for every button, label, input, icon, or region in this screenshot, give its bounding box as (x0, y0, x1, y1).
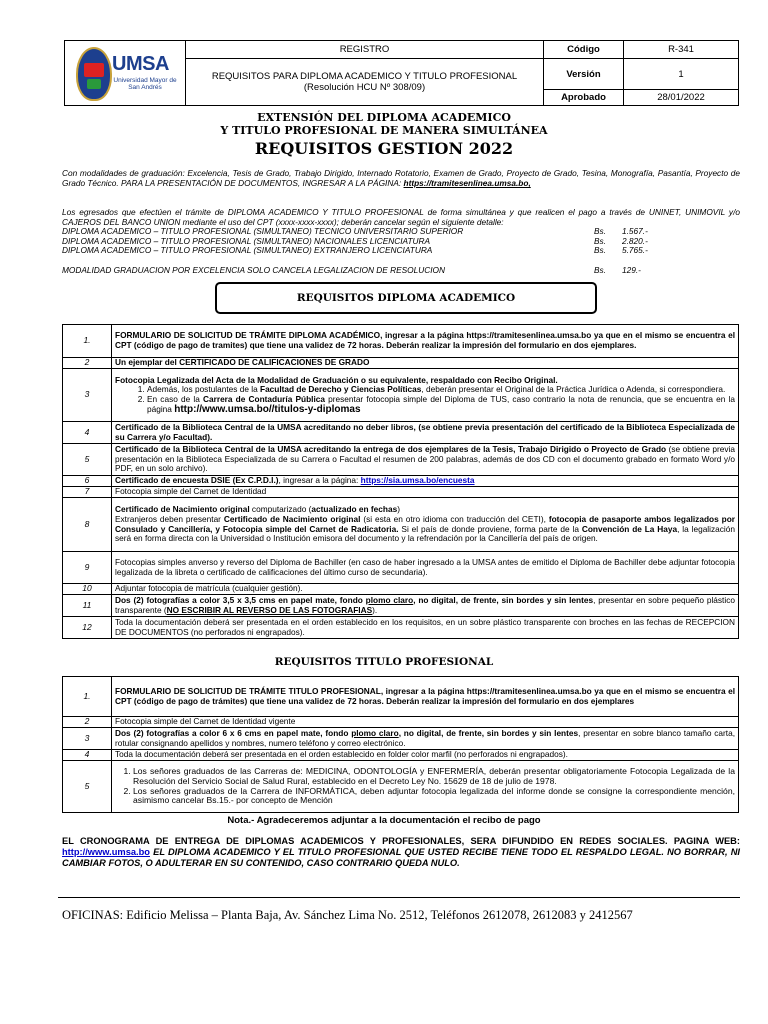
umsa-web-link[interactable]: http://www.umsa.bo (62, 847, 150, 857)
row-content (112, 498, 739, 552)
payment-text: Los egresados que efectúen el trámite de DIPLOMA ACADEMICO Y TITULO PROFESIONAL de forma simultánea y que realicen el pago a través de UNINET, UNIMOVIL y/o CAJEROS DEL BANCO UNION mediante el uso del CPT (xxxx-xxxx-xxxx); deberán cancelar según el siguiente detalle: (62, 207, 740, 227)
cronograma-paragraph (62, 836, 740, 869)
list-item: 1. Los señores graduados de las Carreras de: MEDICINA, ODONTOLOGÍA y ENFERMERÍA, deberán presentar obligatoriamente Fotocopia Legalizada de la Resolución del Servicio Social de Salud Rural, establecido en el Decreto Ley No. 15629 de 18 de julio de 1978. (133, 767, 735, 787)
titulo-requirements-table (62, 676, 739, 813)
row-number: 12 (63, 617, 112, 639)
table-row (63, 728, 739, 750)
row-content: Fotocopias simples anverso y reverso del Diploma de Bachiller (en caso de haber ingresado a la UMSA antes de emitido el Diploma de Bachiller debe adjuntar fotocopia legalizada de la libreta o certificado de calificaciones del último curso de secundaria). (112, 552, 739, 584)
r8-text-3: Extranjeros deben presentar (115, 513, 224, 524)
intro-url-link[interactable]: https://tramitesenlinea.umsa.bo, (403, 178, 531, 188)
r8-bold-4: fotocopia de pasaporte ambos legalizados por Consulado y Cancillería, y Fotocopia simple del Carnet de Radicatoria. (115, 513, 735, 534)
table-row (63, 422, 739, 444)
version-value: 1 (624, 59, 739, 90)
t3-bold-2: , no digital, de frente, sin bordes y sin lentes (398, 727, 579, 738)
row-number: 3 (63, 369, 112, 422)
r11-text: , presentar en sobre pequeño plástico transparente ( (115, 594, 735, 615)
university-seal-icon (76, 47, 112, 101)
table-row (63, 677, 739, 717)
intro-paragraph (62, 168, 740, 188)
nota-text: Nota.- Agradeceremos adjuntar a la documentación el recibo de pago (227, 815, 541, 826)
row-content: FORMULARIO DE SOLICITUD DE TRÁMITE DIPLOMA ACADÉMICO, ingresar a la página https://tramitesenlinea.umsa.bo ya que en el mismo se encuentra el CPT (código de pago de tramites) que tiene una validez de 72 horas. Deberán realizar la impresión del formulario en dos ejemplares. (112, 325, 739, 358)
row-number: 2 (63, 358, 112, 369)
list-item: 2. Los señores graduados de la Carrera de INFORMÁTICA, deben adjuntar fotocopia legalizada del informe donde se consigne la correspondiente mención, asimismo cancelar Bs.15.- por concepto de Mención (133, 787, 735, 807)
row-number: 6 (63, 476, 112, 487)
version-label: Versión (544, 59, 624, 90)
list-item (147, 395, 735, 414)
umsa-logo (70, 43, 180, 103)
fee-label: DIPLOMA ACADEMICO – TITULO PROFESIONAL (SIMULTANEO) TECNICO UNIVERSITARIO SUPERIOR (62, 226, 464, 237)
row-content: FORMULARIO DE SOLICITUD DE TRÁMITE TITULO PROFESIONAL, ingresar a la página https://tramitesenlinea.umsa.bo ya que en el mismo se encuentra el CPT (código de pago de trámites) que tiene una validez de 72 horas. Deberán realizar la impresión del formulario en dos ejemplares (112, 677, 739, 717)
title-line-2: Y TITULO PROFESIONAL DE MANERA SIMULTÁNEA (220, 124, 548, 137)
diploma-section-title: REQUISITOS DIPLOMA ACADEMICO (215, 282, 597, 314)
row-number: 1. (63, 325, 112, 358)
row-content: Adjuntar fotocopia de matrícula (cualquier gestión). (112, 584, 739, 595)
document-header (64, 40, 739, 106)
t3-bold: Dos (2) fotografías a color 6 x 6 cms en papel mate, fondo (115, 727, 352, 738)
fee-currency: Bs. (594, 226, 606, 237)
table-row (63, 487, 739, 498)
fee-amount: 5.765.- (622, 245, 648, 256)
row-content: Un ejemplar del CERTIFICADO DE CALIFICACIONES DE GRADO (112, 358, 739, 369)
fee-amount: 1.567.- (622, 226, 648, 237)
document-title: REQUISITOS PARA DIPLOMA ACADEMICO Y TITULO PROFESIONAL (Resolución HCU Nº 308/09) (186, 59, 544, 106)
r8-bold: Certificado de Nacimiento original (115, 504, 250, 515)
codigo-value: R-341 (624, 41, 739, 59)
aprobado-value: 28/01/2022 (624, 90, 739, 106)
row-number: 9 (63, 552, 112, 584)
r8-text-6: , la legalización será en forma directa con la Universidad o Institución emisora del documento y la refrendación por la Cancillería del país de origen. (115, 523, 735, 544)
excelencia-row (62, 266, 740, 276)
row-number: 5 (63, 761, 112, 813)
r3-i2-text: En caso de la (147, 394, 203, 404)
fee-currency: Bs. (594, 245, 606, 256)
r3-i2-bold: Carrera de Contaduría Pública (203, 394, 325, 404)
cronograma-text: EL CRONOGRAMA DE ENTREGA DE DIPLOMAS ACADEMICOS Y PROFESIONALES, SERA DIFUNDIDO EN REDES SOCIALES. PAGINA WEB: (62, 836, 740, 846)
t3-underline: plomo claro (351, 727, 399, 738)
row-number: 5 (63, 444, 112, 476)
row-number: 2 (63, 717, 112, 728)
fee-label: DIPLOMA ACADEMICO – TITULO PROFESIONAL (SIMULTANEO) EXTRANJERO LICENCIATURA (62, 245, 433, 256)
row-content (112, 444, 739, 476)
table-row (63, 369, 739, 422)
r8-bold-5: Convención de La Haya (581, 523, 678, 534)
excelencia-label: MODALIDAD GRADUACION POR EXCELENCIA SOLO CANCELA LEGALIZACION DE RESOLUCION (62, 264, 445, 275)
r8-text-5: Si el país de donde proviene, forma parte de la (398, 523, 582, 534)
table-row (63, 617, 739, 639)
row-content (112, 728, 739, 750)
r8-text: computarizado ( (249, 504, 312, 515)
table-row (63, 595, 739, 617)
logo-cell (65, 41, 186, 106)
table-row (63, 552, 739, 584)
aprobado-label: Aprobado (544, 90, 624, 106)
footer-address: OFICINAS: Edificio Melissa – Planta Baja, Av. Sánchez Lima No. 2512, Teléfonos 2612078, 2612083 y 2412567 (62, 908, 633, 922)
r11-underline: plomo claro (365, 594, 414, 605)
r8-text-2: ) (397, 504, 400, 515)
excelencia-amount: 129.- (622, 264, 641, 275)
table-row (63, 444, 739, 476)
r3-i2-mid: presentar fotocopia simple del Diploma de TUS, caso contrario la nota de renuncia, que se encuentra en la página (147, 394, 735, 414)
row-content: Toda la documentación deberá ser presentada en el orden establecido en folder color marfil (no perforados ni engrapados). (112, 750, 739, 761)
row-number: 10 (63, 584, 112, 595)
logo-subtitle: Universidad Mayor de San Andrés (113, 77, 177, 91)
codigo-label: Código (544, 41, 624, 59)
intro-text: Con modalidades de graduación: Excelencia, Tesis de Grado, Trabajo Dirigido, Internado Rotatorio, Examen de Grado, Proyecto de Grado, Tesina, Monografía, Pasantía, Proyecto de Grado Técnico. PARA LA PRESENTACIÓN DE DOCUMENTOS, INGRESAR A LA PÁGINA: (62, 168, 740, 188)
row-number: 8 (63, 498, 112, 552)
r6-text: , ingresar a la página: (278, 475, 361, 486)
logo-text: UMSA (112, 53, 169, 75)
r3-i1-bold: Facultad de Derecho y Ciencias Políticas (260, 384, 422, 395)
row-number: 3 (63, 728, 112, 750)
title-line-3: REQUISITOS GESTION 2022 (254, 139, 514, 158)
table-row (63, 476, 739, 487)
titulo-section-title: REQUISITOS TITULO PROFESIONAL (274, 656, 494, 668)
r3-text: Fotocopia Legalizada del Acta de la Modalidad de Graduación o su equivalente, respaldado con Recibo Original. (115, 374, 558, 385)
r5-text: (se obtiene previa presentación en la Biblioteca Especializada de su Carrera o Facultad el resumen de 200 palabras, además de dos CD con el documento grabado en formato Word y/o PDF, en un solo archivo). (115, 444, 735, 474)
r8-bold-2: actualizado en fechas (311, 504, 398, 515)
row-number: 4 (63, 422, 112, 444)
r11-bold: Dos (2) fotografías a color 3,5 x 3,5 cms en papel mate, fondo (115, 594, 366, 605)
row-content: Certificado de la Biblioteca Central de la UMSA acreditando no deber libros, (se obtiene previa presentación del certificado de la Biblioteca Especializada de su Carrera y/o Facultad). (112, 422, 739, 444)
title-line-1: EXTENSIÓN DEL DIPLOMA ACADEMICO (257, 111, 511, 124)
fee-currency: Bs. (594, 235, 606, 246)
r11-end: ). (372, 604, 378, 615)
registro-label: REGISTRO (186, 41, 544, 59)
diplomas-page-link[interactable]: http://www.umsa.bo//titulos-y-diplomas (174, 403, 361, 415)
table-row (63, 325, 739, 358)
footer-divider (58, 897, 740, 898)
row-content (112, 476, 739, 487)
table-row (63, 761, 739, 813)
row-number: 11 (63, 595, 112, 617)
r5-bold: Certificado de la Biblioteca Central de la UMSA acreditando la entrega de dos ejemplares de la Tesis, Trabajo Dirigido o Proyecto de Grado (115, 444, 667, 455)
cronograma-legal-text: EL DIPLOMA ACADEMICO Y EL TITULO PROFESIONAL QUE USTED RECIBE TIENE TODO EL RESPALDO LEGAL. NO BORRAR, NI CAMBIAR FOTOS, O ADULTERAR EN SU CONTENIDO, CASO CONTRARIO QUEDA NULO. (62, 847, 740, 868)
table-row (63, 358, 739, 369)
r11-bold-2: , no digital, de frente, sin bordes y sin lentes (413, 594, 594, 605)
row-content (112, 595, 739, 617)
table-row (63, 717, 739, 728)
row-content (112, 761, 739, 813)
r8-bold-3: Certificado de Nacimiento original (223, 513, 361, 524)
row-content: Fotocopia simple del Carnet de Identidad vigente (112, 717, 739, 728)
row-number: 4 (63, 750, 112, 761)
payment-section (62, 208, 740, 276)
r8-text-4: (si esta en otro idioma con traducción del CETI), (360, 513, 549, 524)
row-content: Fotocopia simple del Carnet de Identidad (112, 487, 739, 498)
excelencia-currency: Bs. (594, 264, 606, 275)
table-row (63, 750, 739, 761)
r3-i1-end: , deberán presentar el Original de la Práctica Jurídica o Adenda, si correspondiera. (421, 384, 726, 395)
row-content (112, 369, 739, 422)
row-number: 1. (63, 677, 112, 717)
main-titles (0, 111, 768, 159)
r11-warning: NO ESCRIBIR AL REVERSO DE LAS FOTOGRAFIAS (166, 604, 373, 615)
diploma-requirements-table (62, 324, 739, 639)
row-content: Toda la documentación deberá ser presentada en el orden establecido en los requisitos, en un sobre plástico transparente con broches en las fechas de RECEPCION DE DOCUMENTOS (no perforados ni engrapados). (112, 617, 739, 639)
encuesta-link[interactable]: https://sia.umsa.bo/encuesta (360, 475, 475, 486)
table-row (63, 584, 739, 595)
r3-i1-text: Además, los postulantes de la (147, 384, 260, 395)
table-row (63, 498, 739, 552)
fee-amount: 2.820.- (622, 235, 648, 246)
r6-bold: Certificado de encuesta DSIE (Ex C.P.D.I.) (115, 475, 279, 486)
fee-row (62, 246, 740, 256)
fee-label: DIPLOMA ACADEMICO – TITULO PROFESIONAL (SIMULTANEO) NACIONALES LICENCIATURA (62, 235, 431, 246)
row-number: 7 (63, 487, 112, 498)
t3-text: , presentar en sobre blanco tamaño carta, rotular consignando apellidos y nombres, numero teléfono y correo electrónico. (115, 727, 735, 748)
